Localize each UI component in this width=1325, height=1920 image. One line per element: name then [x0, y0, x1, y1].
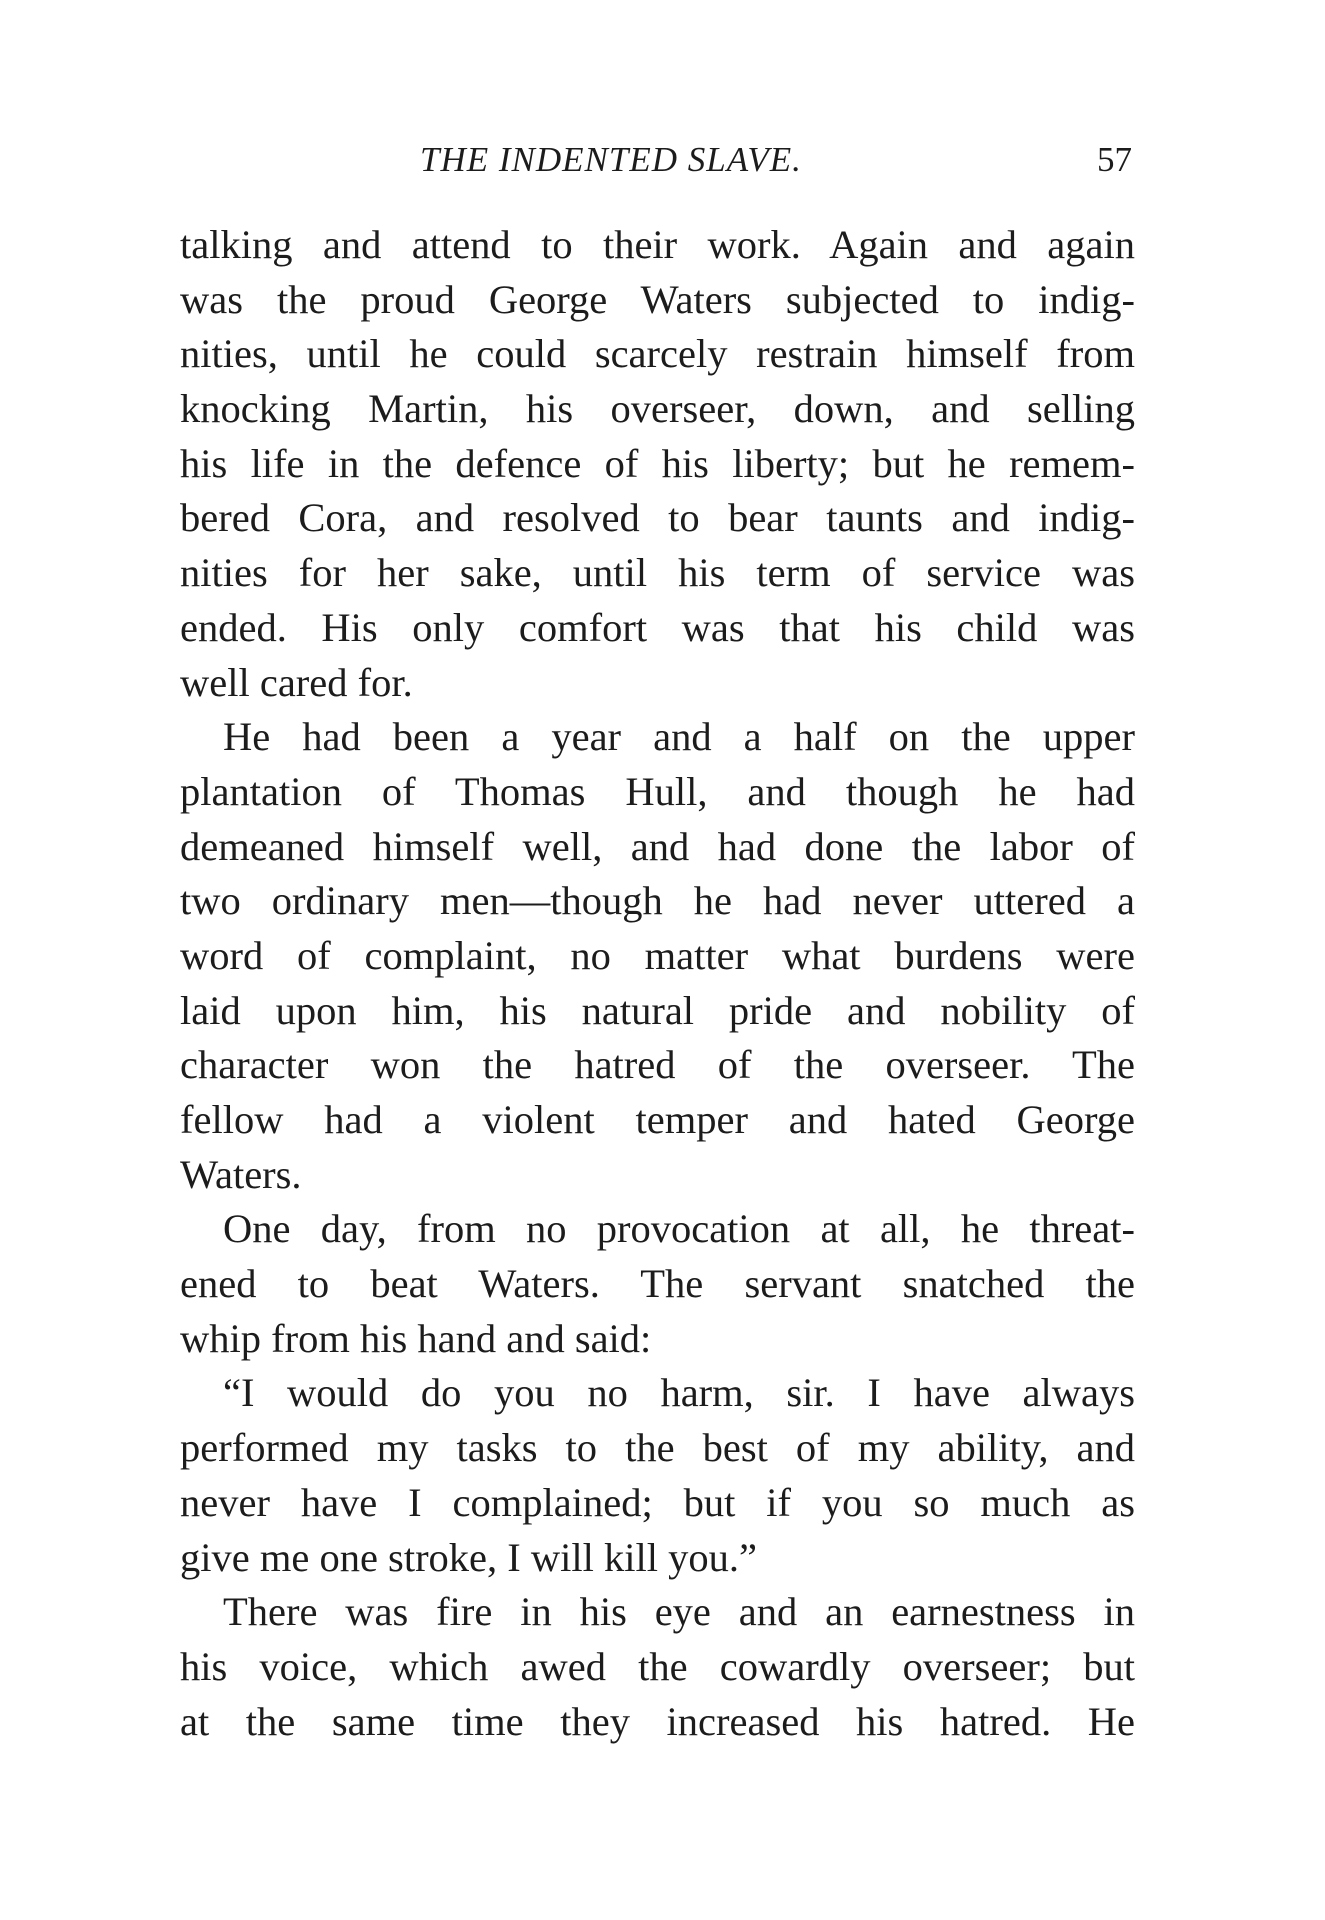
text-line: word of complaint, no matter what burdens were: [180, 932, 1135, 978]
text-line: He had been a year and a half on the upper: [223, 714, 1135, 760]
text-line: well cared for.: [180, 659, 413, 705]
text-line: at the same time they increased his hatred. He: [180, 1698, 1135, 1744]
text-line: his voice, which awed the cowardly overseer; but: [180, 1643, 1135, 1689]
paragraph: [180, 1366, 1135, 1585]
text-line: character won the hatred of the overseer. The: [180, 1042, 1135, 1088]
text-line: performed my tasks to the best of my ability, and: [180, 1425, 1135, 1471]
text-line: ended. His only comfort was that his child was: [180, 604, 1135, 650]
text-line: nities, until he could scarcely restrain himself from: [180, 331, 1135, 377]
text-line: his life in the defence of his liberty; but he remem-: [180, 440, 1135, 486]
text-line: talking and attend to their work. Again and again: [180, 222, 1135, 267]
text-line: whip from his hand and said:: [180, 1315, 652, 1361]
text-line: ened to beat Waters. The servant snatched the: [180, 1261, 1135, 1307]
paragraph: [180, 218, 1135, 710]
text-line: nities for her sake, until his term of service was: [180, 550, 1135, 596]
text-line: two ordinary men—though he had never uttered a: [180, 878, 1135, 924]
body-text: [180, 218, 1135, 1749]
text-line: laid upon him, his natural pride and nobility of: [180, 987, 1135, 1033]
text-line: There was fire in his eye and an earnestness in: [223, 1589, 1135, 1635]
text-line: fellow had a violent temper and hated George: [180, 1097, 1135, 1142]
text-line: “I would do you no harm, sir. I have always: [223, 1370, 1135, 1416]
running-title: THE INDENTED SLAVE.: [420, 140, 802, 179]
text-line: One day, from no provocation at all, he threat-: [223, 1206, 1135, 1252]
text-line: give me one stroke, I will kill you.”: [180, 1534, 758, 1580]
text-line: Waters.: [180, 1151, 302, 1197]
paragraph: [180, 710, 1135, 1202]
page-number: 57: [1097, 140, 1132, 179]
paragraph: [180, 1202, 1135, 1366]
text-line: demeaned himself well, and had done the labor of: [180, 823, 1135, 869]
text-line: plantation of Thomas Hull, and though he had: [180, 768, 1135, 814]
paragraph: [180, 1585, 1135, 1749]
text-line: was the proud George Waters subjected to indig-: [180, 276, 1135, 322]
text-line: knocking Martin, his overseer, down, and selling: [180, 386, 1135, 432]
text-line: never have I complained; but if you so much as: [180, 1479, 1135, 1525]
running-head: [180, 140, 1140, 190]
text-line: bered Cora, and resolved to bear taunts and indig-: [180, 495, 1135, 541]
